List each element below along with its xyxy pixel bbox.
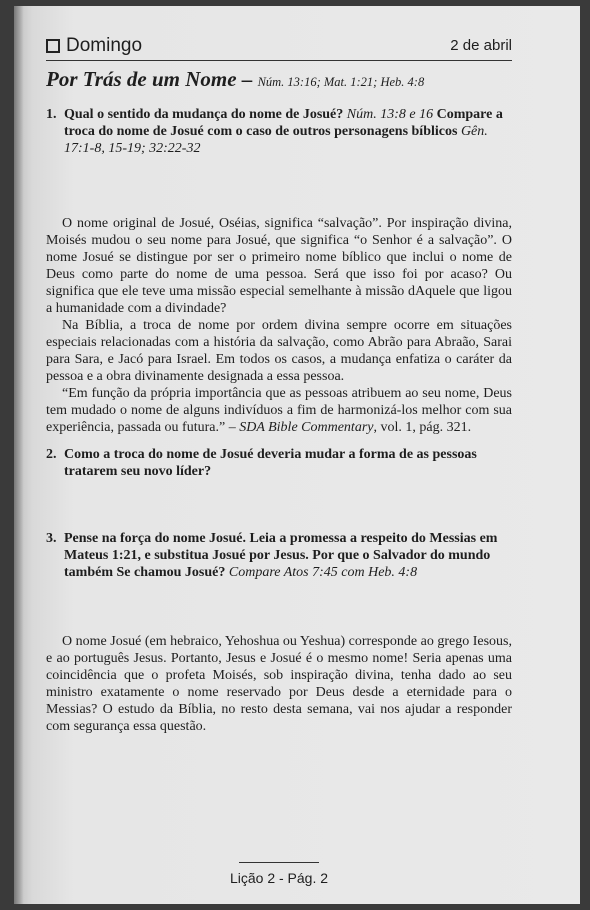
quote-text: “Em função da própria importância que as pessoas atribuem ao seu nome, Deus tem mudado o nome de alguns indivíduos a fim de harmonizá-los melhor com sua experiência, passada ou futura.” – — [46, 386, 512, 435]
page-content — [46, 34, 512, 886]
question-1-body — [64, 106, 512, 157]
question-3-body — [64, 530, 512, 581]
quote-paragraph — [46, 385, 512, 436]
paragraph-1: O nome original de Josué, Oséias, significa “salvação”. Por inspiração divina, Moisés mudou o seu nome para Josué, que significa “o Senhor é a salvação”. O nome Josué se distingue por ser o primeiro nome bíblico que inclui o nome de Deus como parte do nome de uma pessoa. Será que isso foi por acaso? Ou significa que ele teve uma missão especial semelhante à missão dAquele que ligou a humanidade com a divindade? — [46, 216, 512, 316]
question-2 — [46, 446, 512, 480]
paragraph-3: O nome Josué (em hebraico, Yehoshua ou Yeshua) corresponde ao grego Iesous, e ao português Jesus. Portanto, Jesus e Josué é o mesmo nome! Seria apenas uma coincidência que o profeta Moisés, sob inspiração divina, tenha dado ao seu ministro exatamente o nome reservado por Deus desde a eternidade para o Messias? O estudo da Bíblia, no resto desta semana, vai nos ajudar a responder com segurança essa questão. — [46, 634, 512, 734]
quote-source-rest: , vol. 1, pág. 321. — [373, 420, 472, 435]
checkbox-icon — [46, 39, 60, 53]
page-header — [46, 34, 512, 61]
lesson-title-refs: Núm. 13:16; Mat. 1:21; Heb. 4:8 — [257, 75, 425, 89]
date-label: 2 de abril — [450, 37, 512, 54]
lesson-title — [46, 67, 512, 92]
question-3 — [46, 530, 512, 581]
question-1-ref-a: Núm. 13:8 e 16 — [343, 107, 437, 122]
question-2-text: Como a troca do nome de Josué deveria mudar a forma de as pessoas tratarem seu novo líder? — [64, 447, 477, 479]
day-label — [46, 35, 142, 57]
footer-rule — [239, 862, 319, 863]
lesson-title-dash: – — [236, 67, 258, 91]
footer-text: Lição 2 - Pág. 2 — [229, 870, 329, 886]
question-1-text-a: Qual o sentido da mudança do nome de Josué? — [64, 107, 344, 122]
question-1 — [46, 106, 512, 157]
question-1-number: 1. — [46, 107, 57, 122]
page-sheet — [14, 6, 580, 904]
question-3-number: 3. — [46, 531, 57, 546]
question-3-text: Pense na força do nome Josué. Leia a promessa a respeito do Messias em Mateus 1:21, e substitua Josué por Jesus. Por que o Salvador do mundo também Se chamou Josué? — [64, 531, 498, 580]
question-1-text-b: Compare a troca do nome de Josué com o caso de outros personagens bíblicos — [64, 107, 503, 139]
question-1-ref-b: Gên. 17:1-8, 15-19; 32:22-32 — [64, 124, 488, 156]
question-2-number: 2. — [46, 447, 57, 462]
page-footer — [46, 854, 512, 886]
lesson-title-text: Por Trás de um Nome — [46, 67, 237, 91]
question-3-ref: Compare Atos 7:45 com Heb. 4:8 — [225, 565, 418, 580]
quote-source: SDA Bible Commentary — [239, 420, 374, 435]
day-text: Domingo — [66, 35, 143, 56]
paragraph-2: Na Bíblia, a troca de nome por ordem divina sempre ocorre em situações especiais relacionadas com a história da salvação, como Abrão para Abraão, Sarai para Sara, e Jacó para Israel. Em todos os casos, a mudança enfatiza o caráter da pessoa e a obra divinamente designada a essa pessoa. — [46, 318, 512, 384]
book-spine-shadow — [14, 6, 24, 904]
